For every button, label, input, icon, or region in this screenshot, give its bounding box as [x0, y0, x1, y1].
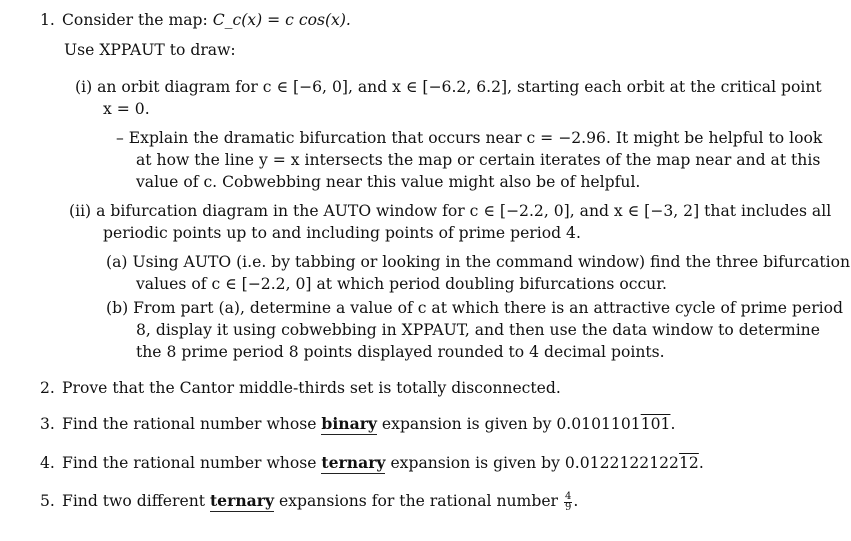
problem-5-statement	[40, 490, 578, 513]
sub-label: (b)	[106, 299, 129, 317]
part-ii-a-line-1	[106, 251, 850, 273]
part-label: (i)	[75, 78, 93, 96]
part-text: a bifurcation diagram in the AUTO window for c ∈ [−2.2, 0], and x ∈ [−3, 2] that includes all	[96, 202, 832, 220]
emphasis-binary: binary	[321, 414, 377, 433]
part-text: an orbit diagram for c ∈ [−6, 0], and x ∈ [−6.2, 6.2], starting each orbit at the critical point	[97, 78, 822, 96]
emphasis-ternary: ternary	[321, 453, 386, 472]
problem-text: expansions for the rational number	[274, 492, 563, 510]
part-i-line-1	[75, 76, 822, 98]
problem-3-statement	[40, 413, 675, 435]
sub-text: From part (a), determine a value of c at which there is an attractive cycle of prime period	[133, 299, 844, 317]
part-ii-b-line-3: the 8 prime period 8 points displayed rounded to 4 decimal points.	[136, 343, 665, 361]
fraction-numerator: 4	[564, 490, 572, 502]
repeating-block: 101	[640, 415, 671, 433]
period: .	[698, 454, 704, 472]
problem-1-statement	[40, 9, 351, 31]
problem-text: Find two different	[62, 492, 210, 510]
part-i-sub-line-2: at how the line y = x intersects the map or certain iterates of the map near and at this	[136, 151, 821, 169]
part-label: (ii)	[69, 202, 92, 220]
part-i-line-2: x = 0.	[103, 100, 150, 118]
part-i-sub-line-3: value of c. Cobwebbing near this value might also be of helpful.	[136, 173, 641, 191]
problem-4-statement	[40, 452, 704, 474]
map-formula: C_c(x) = c cos(x).	[212, 11, 351, 29]
fraction-denominator: 9	[564, 501, 572, 513]
expansion-prefix: 0.0101101	[556, 415, 641, 433]
problem-text: expansion is given by	[376, 415, 557, 433]
fraction	[564, 492, 572, 513]
emphasis-ternary: ternary	[209, 491, 275, 510]
period: .	[670, 415, 676, 433]
sub-text: Explain the dramatic bifurcation that occurs near c = −2.96. It might be helpful to look	[128, 129, 823, 147]
problem-text: expansion is given by	[385, 454, 565, 472]
part-i-sub-line-1	[116, 127, 822, 149]
problem-2-statement	[40, 377, 561, 399]
problem-number: 1.	[40, 11, 55, 29]
sub-text: Using AUTO (i.e. by tabbing or looking in the command window) find the three bifurcation	[132, 253, 851, 271]
expansion-prefix: 0.0122122122	[564, 454, 679, 472]
repeating-block: 12	[678, 454, 699, 472]
sub-label: (a)	[106, 253, 128, 271]
problem-text: Find the rational number whose	[62, 415, 322, 433]
period: .	[573, 492, 579, 510]
problem-text: Consider the map:	[62, 11, 213, 29]
part-ii-b-line-2: 8, display it using cobwebbing in XPPAUT, and then use the data window to determine	[136, 321, 820, 339]
part-ii-line-2: periodic points up to and including points of prime period 4.	[103, 224, 581, 242]
problem-number: 4.	[40, 454, 55, 472]
problem-text: Find the rational number whose	[62, 454, 322, 472]
problem-number: 2.	[40, 379, 55, 397]
part-ii-a-line-2: values of c ∈ [−2.2, 0] at which period doubling bifurcations occur.	[136, 275, 667, 293]
bullet-dash: –	[116, 129, 124, 147]
tool-instruction: Use XPPAUT to draw:	[64, 41, 236, 59]
problem-text: Prove that the Cantor middle-thirds set is totally disconnected.	[62, 379, 561, 397]
part-ii-line-1	[69, 200, 831, 222]
problem-number: 5.	[40, 492, 55, 510]
part-ii-b-line-1	[106, 297, 843, 319]
problem-number: 3.	[40, 415, 55, 433]
